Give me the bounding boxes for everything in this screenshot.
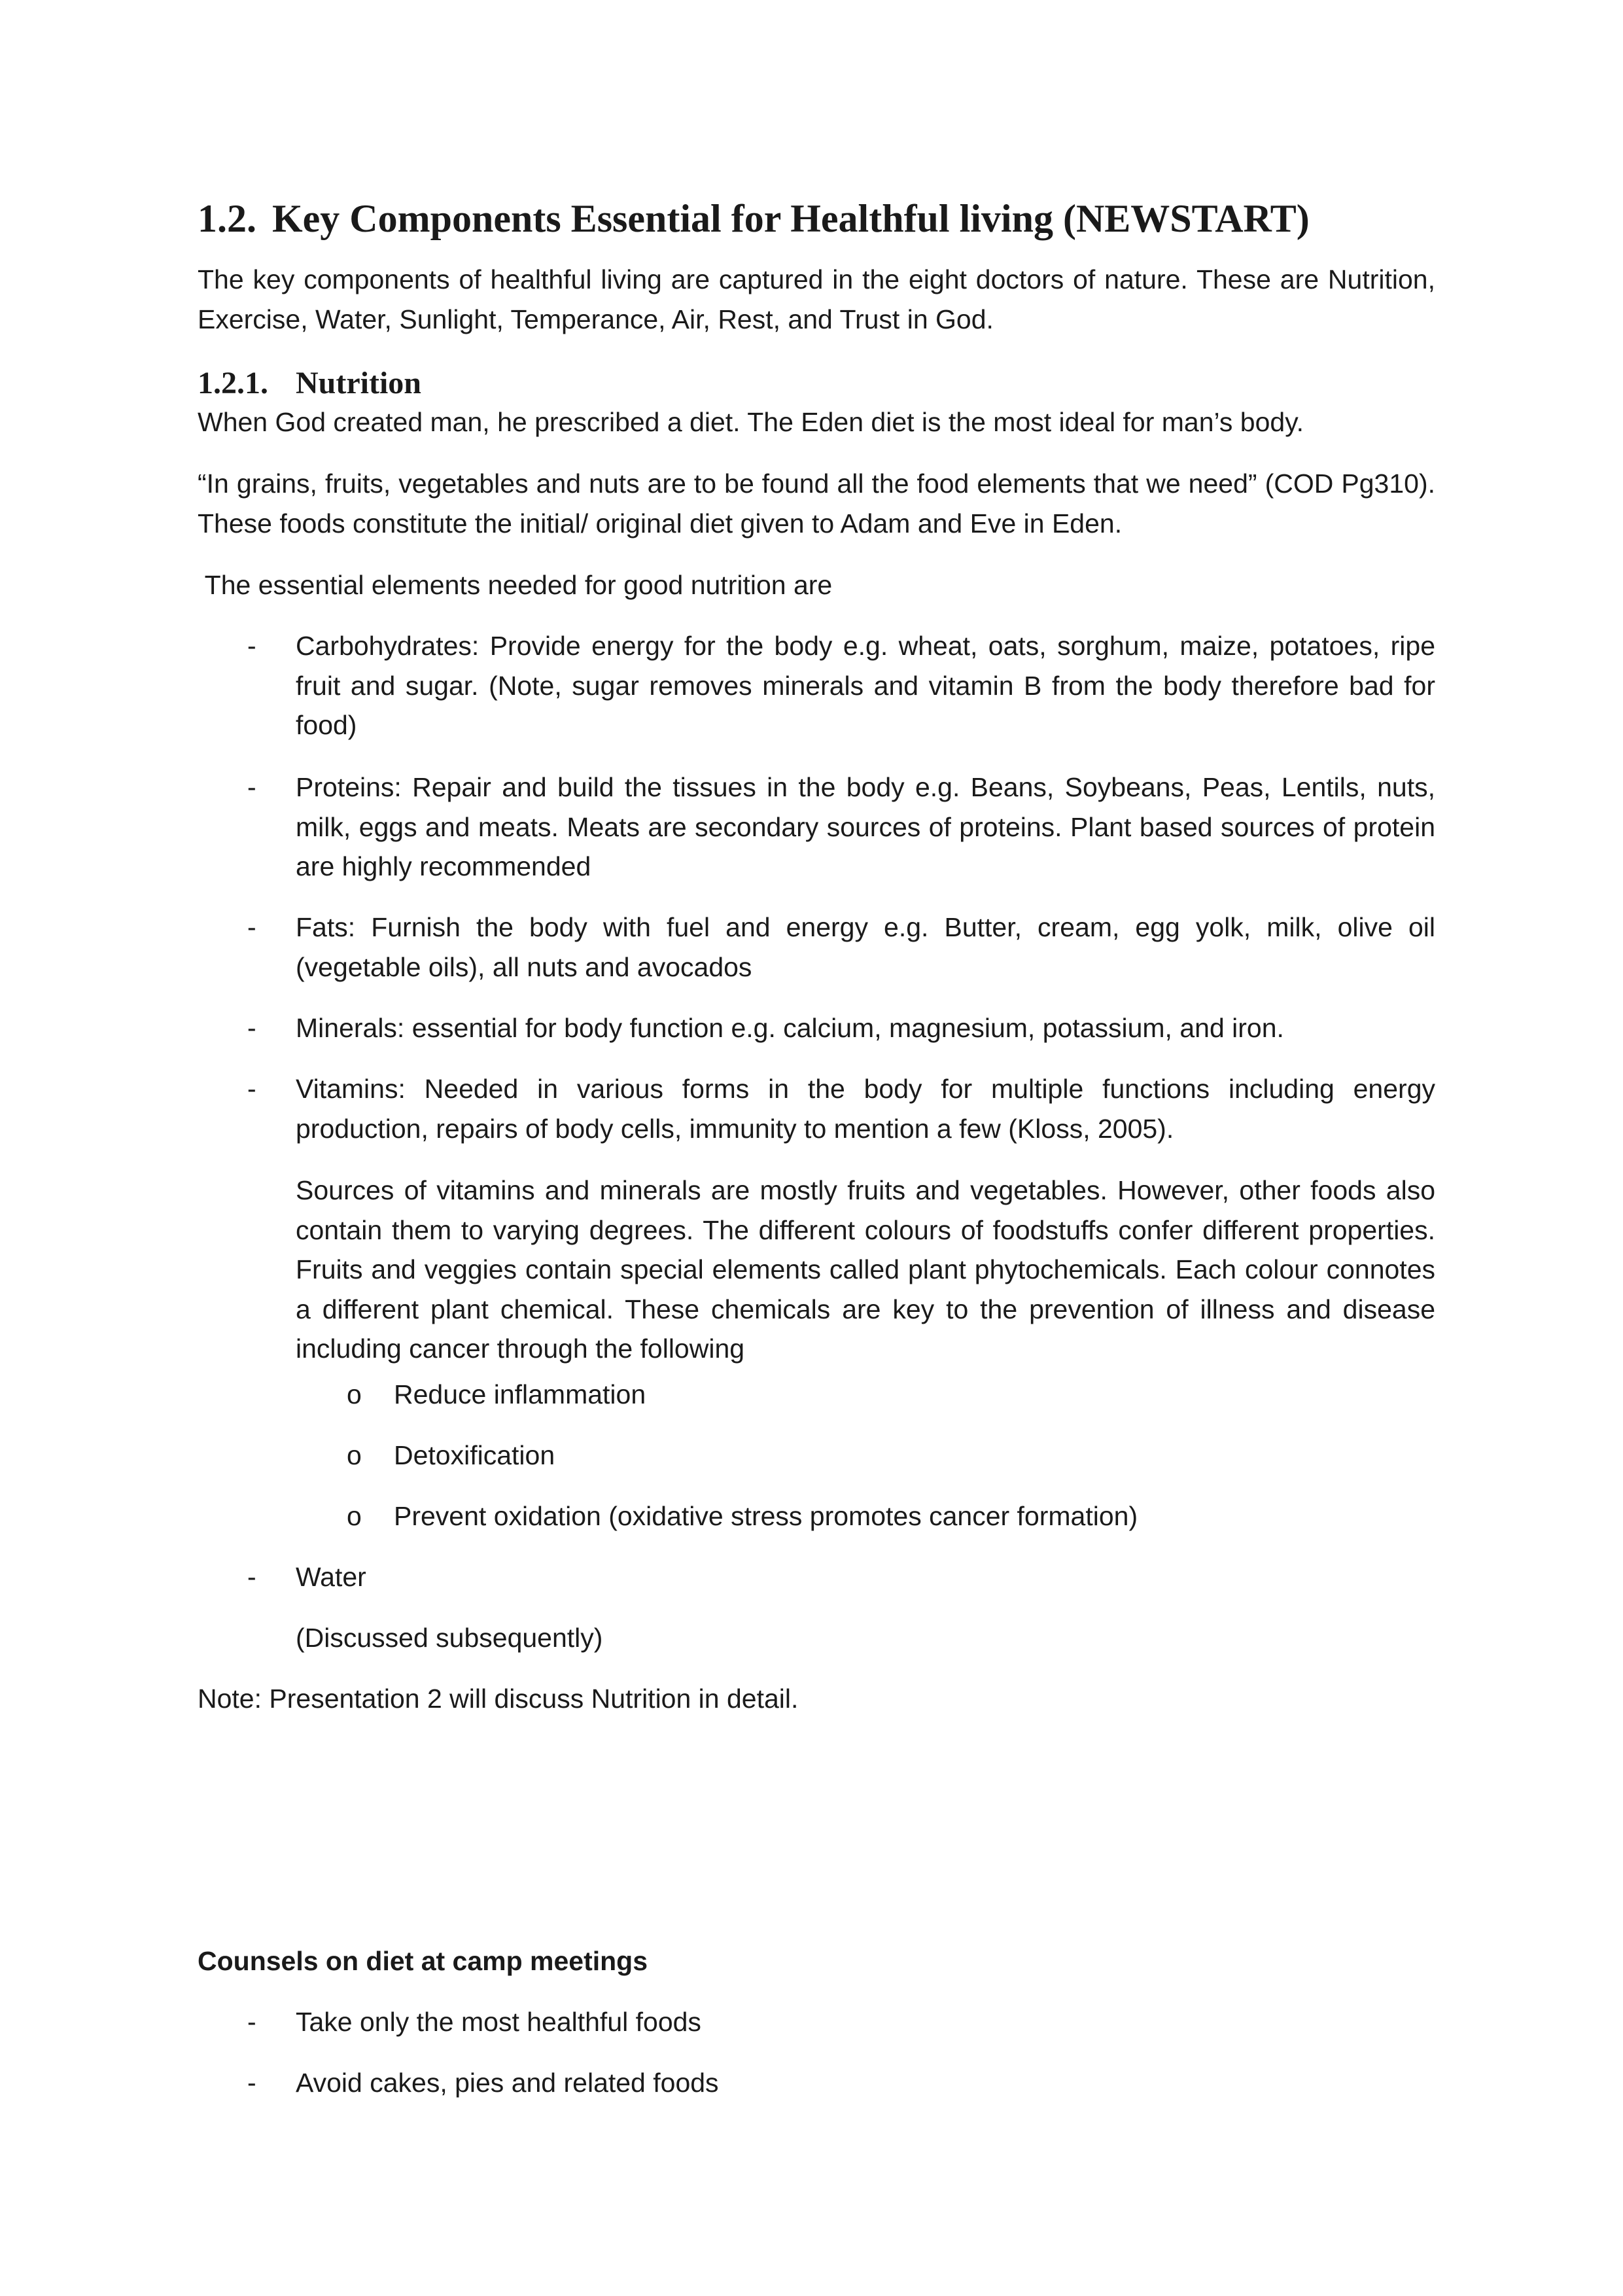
section-heading: [198, 195, 1435, 242]
nutrition-quote-paragraph: “In grains, fruits, vegetables and nuts are to be found all the food elements that we need” (COD Pg310). These foods constitute the initial/ original diet given to Adam and Eve in Eden.: [198, 468, 1435, 539]
essential-elements-lead: The essential elements needed for good nutrition are: [198, 570, 833, 600]
section-number: 1.2.: [198, 197, 256, 240]
sub-list-item: [198, 1375, 1435, 1415]
section-intro: The key components of healthful living are captured in the eight doctors of nature. These are Nutrition, Exercise, Water, Sunlight, Temperance, Air, Rest, and Trust in God.: [198, 264, 1435, 334]
vitamins-note-text: Sources of vitamins and minerals are mostly fruits and vegetables. However, other foods also contain them to varying degrees. The different colours of foodstuffs confer different properties. Fruits and veggies contain special elements called plant phytochemicals. Each colour connotes a different plant chemical. These chemicals are key to the prevention of illness and disease including cancer through the following: [296, 1175, 1435, 1364]
sub-list-item-text: Detoxification: [394, 1440, 555, 1470]
list-dash: -: [247, 631, 256, 661]
list-item: [198, 1069, 1435, 1148]
sub-list-item: [198, 1496, 1435, 1536]
water-note-text: (Discussed subsequently): [296, 1623, 603, 1653]
list-item-text: Proteins: Repair and build the tissues in the body e.g. Beans, Soybeans, Peas, Lentils, nuts, milk, eggs and meats. Meats are secondary sources of proteins. Plant based sources of protein are highly recommended: [296, 772, 1435, 881]
list-item-text: Avoid cakes, pies and related foods: [296, 2068, 719, 2098]
sub-list-item: [198, 1436, 1435, 1475]
list-item: [198, 626, 1435, 745]
bullet-circle: o: [347, 1379, 362, 1409]
bullet-circle: o: [347, 1501, 362, 1531]
list-dash: -: [247, 912, 256, 942]
bullet-circle: o: [347, 1440, 362, 1470]
list-item-text: Minerals: essential for body function e.g. calcium, magnesium, potassium, and iron.: [296, 1013, 1284, 1043]
camp-meetings-heading: Counsels on diet at camp meetings: [198, 1946, 648, 1976]
list-item-text: Take only the most healthful foods: [296, 2007, 701, 2037]
list-dash: -: [247, 2007, 256, 2037]
closing-note: Note: Presentation 2 will discuss Nutrition in detail.: [198, 1684, 799, 1714]
subsection-title: Nutrition: [296, 366, 421, 400]
list-item: [198, 768, 1435, 887]
list-item-text: Carbohydrates: Provide energy for the body e.g. wheat, oats, sorghum, maize, potatoes, ripe fruit and sugar. (Note, sugar removes minerals and vitamin B from the body therefore bad for food): [296, 631, 1435, 740]
nutrition-intro-paragraph: When God created man, he prescribed a diet. The Eden diet is the most ideal for man’s body.: [198, 407, 1304, 437]
water-note: [198, 1618, 1435, 1658]
list-dash: -: [247, 1074, 256, 1104]
list-item-text: Water: [296, 1562, 366, 1592]
sub-list-item-text: Reduce inflammation: [394, 1379, 646, 1409]
list-item: [198, 908, 1435, 987]
list-item: [198, 2063, 1435, 2103]
list-dash: -: [247, 2068, 256, 2098]
list-item-text: Vitamins: Needed in various forms in the body for multiple functions including energy production, repairs of body cells, immunity to mention a few (Kloss, 2005).: [296, 1074, 1435, 1144]
section-title: Key Components Essential for Healthful living (NEWSTART): [272, 197, 1310, 240]
list-item-text: Fats: Furnish the body with fuel and energy e.g. Butter, cream, egg yolk, milk, olive oil (vegetable oils), all nuts and avocados: [296, 912, 1435, 982]
subsection-number: 1.2.1.: [198, 366, 268, 400]
list-dash: -: [247, 772, 256, 802]
list-item: [198, 1557, 1435, 1597]
subsection-heading: [198, 364, 1435, 402]
sub-list-item-text: Prevent oxidation (oxidative stress promotes cancer formation): [394, 1501, 1138, 1531]
list-item: [198, 2002, 1435, 2042]
list-dash: -: [247, 1562, 256, 1592]
vitamins-note: [198, 1171, 1435, 1369]
list-item: [198, 1008, 1435, 1048]
list-dash: -: [247, 1013, 256, 1043]
